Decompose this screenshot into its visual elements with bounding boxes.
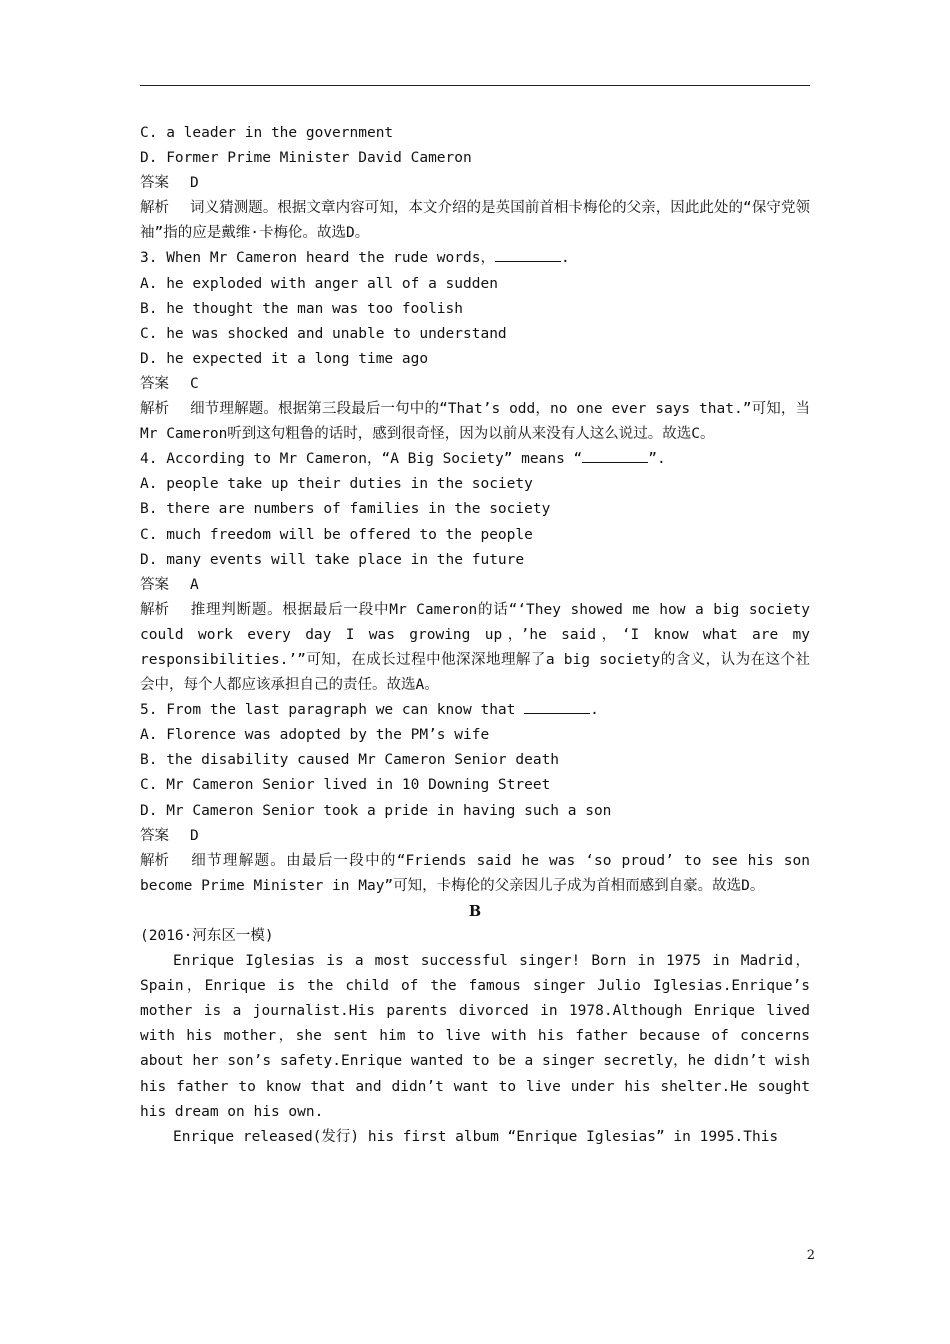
answer-label: 答案: [140, 375, 169, 392]
q5-option-a: A. Florence was adopted by the PM’s wife: [140, 727, 490, 744]
q4-option-d: D. many events will take place in the future: [140, 551, 525, 568]
answer-label: 答案: [140, 175, 169, 192]
document-body: [140, 121, 810, 1150]
answer-value: A: [190, 576, 199, 593]
answer-value: D: [190, 827, 199, 844]
section-heading: B: [468, 902, 482, 920]
answer-value: D: [190, 175, 199, 192]
q5-stem: [140, 698, 810, 723]
answer-blank: [582, 449, 648, 463]
page-number: 2: [806, 1248, 815, 1263]
q5-analysis: [140, 849, 810, 899]
analysis-label: 解析: [140, 401, 169, 418]
stem-end: .: [590, 702, 599, 719]
analysis-label: 解析: [140, 200, 169, 217]
q4-analysis: [140, 598, 810, 698]
stem-end: ”.: [648, 451, 666, 468]
header-rule: [140, 85, 810, 86]
answer-label: 答案: [140, 576, 169, 593]
passage-paragraph-2: Enrique released(发行) his first album “Enrique Iglesias” in 1995.This: [173, 1128, 779, 1145]
stem-text: 3. When Mr Cameron heard the rude words，: [140, 250, 495, 267]
q5-option-d: D. Mr Cameron Senior took a pride in having such a son: [140, 802, 612, 819]
q3-option-a: A. he exploded with anger all of a sudden: [140, 275, 498, 292]
section-source: (2016·河东区一模): [140, 928, 274, 944]
analysis-text: 推理判断题。根据最后一段中Mr Cameron的话“‘They showed me how a big society could work every day I was growing up，’he said，‘I know what are my responsibilities.’”可知，在成长过程中他深深地理解了a big society的含义，认为在这个社会中，每个人都应该承担自己的责任。故选A。: [140, 601, 810, 694]
q3-option-c: C. he was shocked and unable to understand: [140, 325, 507, 342]
analysis-text: 细节理解题。由最后一段中的“Friends said he was ‘so proud’ to see his son become Prime Minister in May”可知，卡梅伦的父亲因儿子成为首相而感到自豪。故选D。: [140, 852, 810, 894]
q5-option-c: C. Mr Cameron Senior lived in 10 Downing Street: [140, 777, 551, 794]
analysis-label: 解析: [140, 852, 169, 869]
answer-blank: [524, 700, 590, 714]
q3-analysis: [140, 397, 810, 447]
q3-option-b: B. he thought the man was too foolish: [140, 300, 464, 317]
analysis-label: 解析: [140, 601, 169, 618]
q5-answer: [140, 824, 810, 849]
q2-analysis: [140, 196, 810, 246]
q4-option-b: B. there are numbers of families in the society: [140, 501, 551, 518]
q4-option-a: A. people take up their duties in the society: [140, 476, 533, 493]
q3-answer: [140, 372, 810, 397]
q2-option-c: C. a leader in the government: [140, 125, 394, 141]
q4-option-c: C. much freedom will be offered to the people: [140, 526, 533, 543]
q2-answer: [140, 171, 810, 196]
analysis-text: 词义猜测题。根据文章内容可知，本文介绍的是英国前首相卡梅伦的父亲，因此此处的“保守党领袖”指的应是戴维·卡梅伦。故选D。: [140, 200, 810, 242]
analysis-text: 细节理解题。根据第三段最后一句中的“That’s odd，no one ever says that.”可知，当Mr Cameron听到这句粗鲁的话时，感到很奇怪，因为以前从来没有人这么说过。故选C。: [140, 401, 810, 443]
q3-option-d: D. he expected it a long time ago: [140, 350, 429, 367]
q3-stem: [140, 246, 810, 271]
answer-value: C: [190, 375, 199, 392]
stem-end: .: [560, 250, 570, 267]
answer-label: 答案: [140, 827, 169, 844]
stem-text: 4. According to Mr Cameron，“A Big Society” means “: [140, 451, 583, 468]
answer-blank: [495, 248, 561, 262]
passage-paragraph-1: Enrique Iglesias is a most successful singer! Born in 1975 in Madrid，Spain，Enrique is the child of the famous singer Julio Iglesias.Enrique’s mother is a journalist.His parents divorced in 1978.Although Enrique lived with his mother，she sent him to live with his father because of concerns about her son’s safety.Enrique wanted to be a singer secretly，he didn’t wish his father to know that and didn’t want to live under his shelter.He sought his dream on his own.: [140, 953, 810, 1120]
q2-option-d: D. Former Prime Minister David Cameron: [140, 150, 472, 167]
q4-answer: [140, 573, 810, 598]
q4-stem: [140, 447, 810, 472]
q5-option-b: B. the disability caused Mr Cameron Senior death: [140, 752, 560, 769]
stem-text: 5. From the last paragraph we can know that: [140, 702, 525, 719]
